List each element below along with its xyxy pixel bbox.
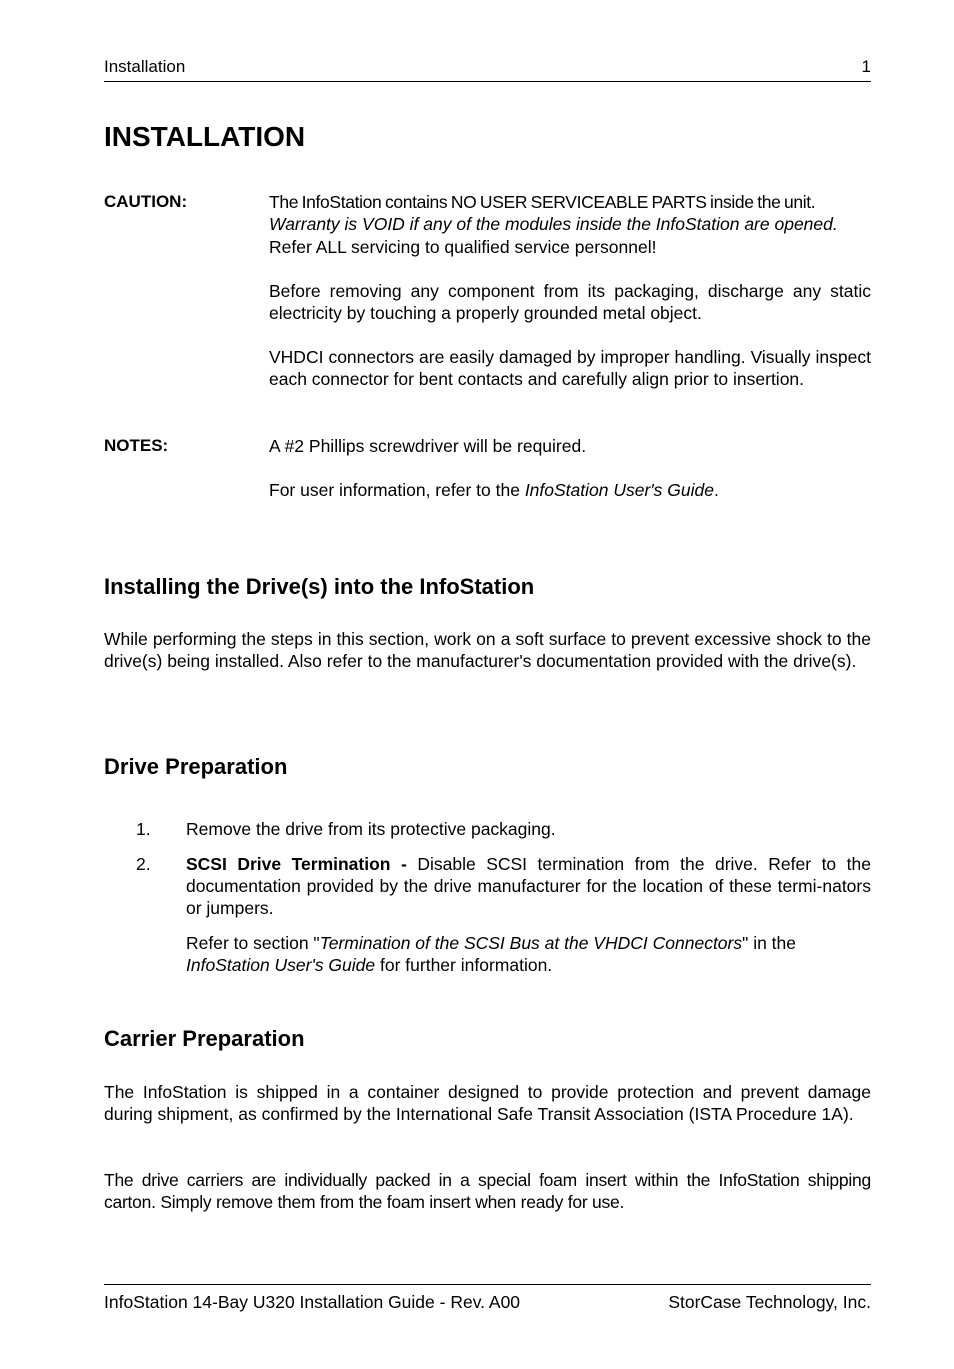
carrier-prep-paragraph-1: The InfoStation is shipped in a container designed to provide protection and prevent damage during shipment, as confirmed by the International Safe Transit Association (ISTA Procedure 1A).	[104, 1082, 871, 1125]
drive-prep-steps	[104, 818, 871, 994]
step-bold-label: SCSI Drive Termination -	[186, 853, 418, 874]
step-text	[186, 853, 871, 920]
caution-paragraph-2: Before removing any component from its packaging, discharge any static electricity by touching a properly grounded metal object.	[269, 280, 871, 323]
termination-reference	[186, 932, 871, 977]
heading-drive-preparation: Drive Preparation	[104, 754, 288, 779]
ref-text-mid: " in the	[742, 933, 797, 954]
users-guide-title: InfoStation User's Guide	[524, 479, 714, 500]
heading-installing-drives: Installing the Drive(s) into the InfoStation	[104, 574, 535, 599]
step-number: 2.	[136, 853, 151, 874]
caution-line-parts: The InfoStation contains NO USER SERVICEABLE PARTS inside the unit.	[269, 192, 816, 212]
carrier-prep-paragraph-2: The drive carriers are individually packed in a special foam insert within the InfoStation shipping carton. Simply remove them from the foam insert when ready for use.	[104, 1170, 871, 1213]
running-header	[104, 56, 871, 82]
header-page-number: 1	[861, 57, 871, 76]
caution-warranty-text: Warranty is VOID if any of the modules inside the InfoStation are opened.	[269, 214, 838, 235]
caution-body	[269, 191, 871, 412]
notes-p2-text: For user information, refer to the	[269, 479, 525, 500]
notes-label: NOTES:	[104, 436, 169, 455]
notes-p2-end: .	[713, 479, 719, 500]
step-body: Disable SCSI termination from the drive. Refer to the documentation provided by the drive manufacturer for the location of these termi-nators or jumpers.	[186, 853, 871, 919]
caution-paragraph-3: VHDCI connectors are easily damaged by improper handling. Visually inspect each connector for bent contacts and carefully align prior to insertion.	[269, 346, 871, 390]
caution-label: CAUTION:	[104, 192, 188, 211]
step-number: 1.	[136, 819, 151, 839]
step-text: Remove the drive from its protective packaging.	[186, 819, 556, 839]
notes-paragraph-2	[269, 479, 871, 501]
heading-carrier-preparation: Carrier Preparation	[104, 1026, 305, 1051]
step-item	[104, 818, 871, 840]
running-footer	[104, 1284, 871, 1313]
ref-text-post: for further information.	[375, 955, 553, 976]
notes-paragraph-1: A #2 Phillips screwdriver will be required.	[269, 436, 587, 456]
ref-guide-title: InfoStation User's Guide	[186, 955, 376, 976]
header-section-title: Installation	[104, 57, 186, 76]
page-title: INSTALLATION	[104, 121, 306, 152]
ref-section-title: Termination of the SCSI Bus at the VHDCI Connectors	[319, 933, 743, 954]
step-item	[104, 853, 871, 920]
footer-document-title: InfoStation 14-Bay U320 Installation Guide - Rev. A00	[104, 1292, 521, 1312]
installing-drives-paragraph: While performing the steps in this section, work on a soft surface to prevent excessive shock to the drive(s) being installed. Also refer to the manufacturer's documentation provided with the drive(s).	[104, 629, 871, 672]
caution-paragraph-1	[269, 191, 871, 258]
ref-text-pre: Refer to section "	[186, 933, 320, 954]
notes-body	[269, 435, 871, 523]
footer-company: StorCase Technology, Inc.	[668, 1292, 871, 1312]
caution-servicing-text: Refer ALL servicing to qualified service personnel!	[269, 236, 657, 257]
